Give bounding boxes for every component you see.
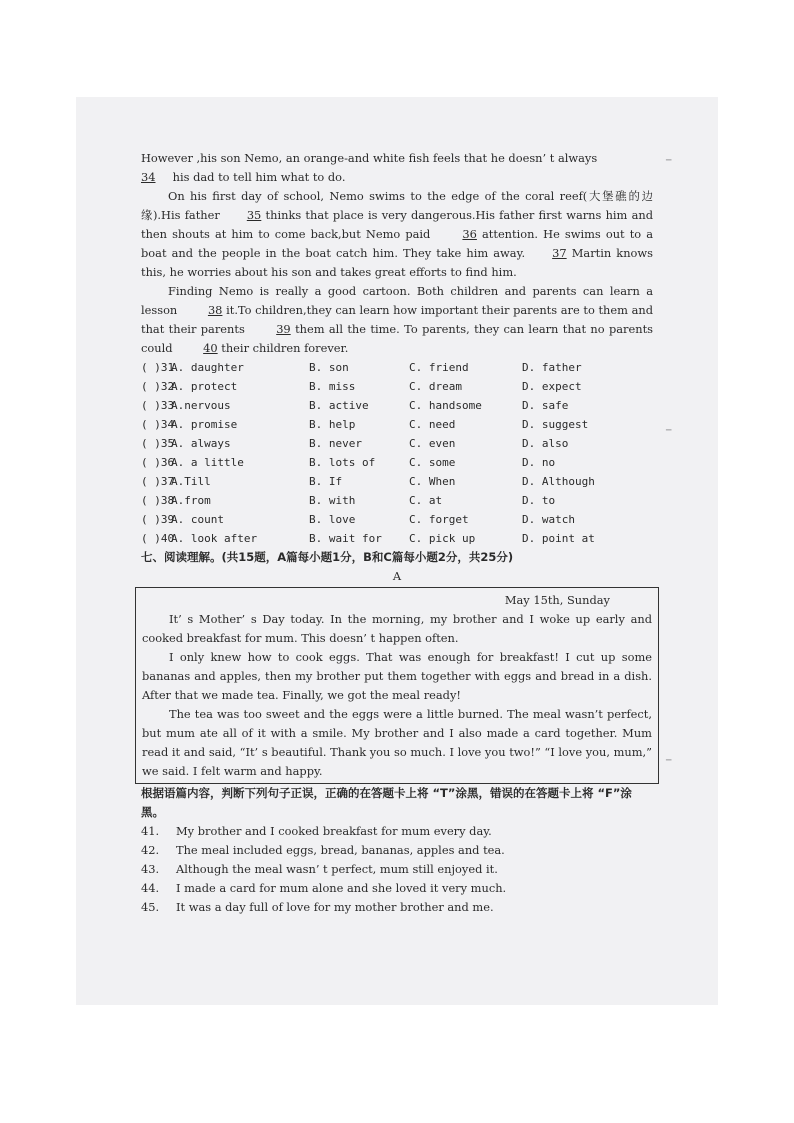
option-d: D. suggest	[522, 418, 589, 431]
exam-content	[141, 149, 653, 917]
passage-label: A	[392, 569, 402, 583]
option-b: B. never	[309, 437, 362, 450]
text: them all the time. To parents, they can learn that no parents could	[141, 322, 654, 355]
passage-paragraph-3: The tea was too sweet and the eggs were a little burned. The meal wasn’t perfect, but mum ate all of it with a smile. My brother and I also made a card together. Mum read it and said, “It’ s beautiful. Thank you so much. I love you two!” “I love you, mum,” we said. I felt warm and happy.	[142, 707, 652, 778]
q-num: ( )37	[141, 475, 175, 488]
option-d: D. point at	[522, 532, 595, 545]
option-c: C. friend	[409, 361, 469, 374]
statement-number: 45.	[141, 900, 160, 914]
blank-39: 39	[276, 322, 291, 336]
option-b: B. with	[309, 494, 356, 507]
text: Finding Nemo is really a good cartoon. Both children and parents can learn a lesson	[141, 284, 653, 317]
option-d: D. Although	[522, 475, 595, 488]
q-num: ( )38	[141, 494, 175, 507]
question-row	[141, 510, 653, 529]
text: their children forever.	[221, 341, 349, 355]
option-d: D. watch	[522, 513, 575, 526]
diary-date: May 15th, Sunday	[504, 593, 610, 607]
q-num: ( )40	[141, 532, 175, 545]
statement-text: The meal included eggs, bread, bananas, apples and tea.	[176, 843, 505, 857]
cloze-paragraph-1	[141, 149, 653, 187]
q-num: ( )32	[141, 380, 175, 393]
question-row	[141, 453, 653, 472]
blank-34: 34	[141, 170, 156, 184]
option-d: D. also	[522, 437, 569, 450]
question-row	[141, 358, 653, 377]
text: However ,his son Nemo, an orange-and white fish feels that he doesn’ t always	[141, 151, 598, 165]
text: his dad to tell him what to do.	[172, 170, 346, 184]
option-d: D. to	[522, 494, 556, 507]
q-num: ( )33	[141, 399, 175, 412]
statement-row	[141, 822, 653, 841]
option-a: A. promise	[171, 418, 238, 431]
blank-37: 37	[552, 246, 567, 260]
option-c: C. at	[409, 494, 443, 507]
passage-paragraph-2: I only knew how to cook eggs. That was enough for breakfast! I cut up some bananas and apples, then my brother put them together with eggs and bread in a dish. After that we made tea. Finally, we got the meal ready!	[142, 650, 652, 702]
option-c: C. pick up	[409, 532, 476, 545]
section-7-title: 七、阅读理解。(共15题，A篇每小题1分，B和C篇每小题2分，共25分)	[141, 550, 514, 564]
option-c: C. need	[409, 418, 456, 431]
option-d: D. no	[522, 456, 556, 469]
question-row	[141, 472, 653, 491]
statement-text: Although the meal wasn’ t perfect, mum still enjoyed it.	[176, 862, 498, 876]
option-b: B. love	[309, 513, 356, 526]
statement-number: 43.	[141, 862, 160, 876]
blank-36: 36	[462, 227, 477, 241]
option-c: C. even	[409, 437, 456, 450]
option-a: A. look after	[171, 532, 258, 545]
question-row	[141, 529, 653, 548]
option-d: D. expect	[522, 380, 582, 393]
option-b: B. If	[309, 475, 343, 488]
passage-a-box	[135, 587, 659, 784]
option-c: C. dream	[409, 380, 462, 393]
text: thinks that place is very dangerous.His father first warns him and then shouts at him to come back,but Nemo paid	[141, 208, 654, 241]
option-a: A. count	[171, 513, 224, 526]
option-b: B. active	[309, 399, 369, 412]
option-b: B. lots of	[309, 456, 376, 469]
option-c: C. When	[409, 475, 456, 488]
blank-38: 38	[207, 303, 223, 317]
text: Martin knows this, he worries about his son and takes great efforts to find him.	[141, 246, 653, 279]
option-a: A. a little	[171, 456, 244, 469]
blank-40: 40	[203, 341, 218, 355]
option-b: B. son	[309, 361, 349, 374]
option-d: D. safe	[522, 399, 569, 412]
option-a: A. daughter	[171, 361, 244, 374]
q-num: ( )34	[141, 418, 175, 431]
statement-number: 44.	[141, 881, 160, 895]
option-a: A.from	[171, 494, 211, 507]
blank-35: 35	[246, 208, 262, 222]
question-list	[141, 358, 653, 548]
statement-text: It was a day full of love for my mother brother and me.	[176, 900, 494, 914]
question-row	[141, 396, 653, 415]
option-c: C. some	[409, 456, 456, 469]
tf-instruction: 根据语篇内容，判断下列句子正误，正确的在答题卡上将 “T”涂黑，错误的在答题卡上将 “F”涂黑。	[141, 786, 632, 819]
option-a: A. protect	[171, 380, 238, 393]
statement-row	[141, 841, 653, 860]
option-c: C. forget	[409, 513, 469, 526]
cloze-paragraph-2	[141, 187, 653, 282]
exam-page: ━ ━ ━ However ,his son Nemo, an orange-and white fish feels that he doesn’ t always 34 his dad to tell him what to do. On his first day of school, Nemo swims to the edge of the coral reef(大堡礁的边缘).His father 35 thinks that place is very dangerous.His father first warns him and then shouts at him to come back,but Nemo paid 36 attention. He swims out to a boat and the people in the boat catch him. They take him away. 37 Martin knows this, he worries about his son and takes great efforts to find him. Finding Nemo is really a good cartoon. Both children and parents can learn a lesson 38 it.To children,they can learn how important their parents are to them and that their parents 39 them all the time. To parents, they can learn that no parents could 40 their children forever. ( )31 A. daughter B. son C. friend D. father ( )32 A. protect B. miss C. dream D. expect ( )33 A.nervous B. active C. handsome D. safe ( )34 A. promise B. help C. need D. suggest ( )35 A. always B. never C. even D. also ( )36 A. a little B. lots of C. some D. no ( )37 A.Till B. If C. When D. Although ( )38 A.from B. with C. at D. to ( )39 A. count B. love C. forget D. watch ( )40 A. look after B. wait for C. pick up D. point at 七、阅读理解。(共15题，A篇每小题1分，B和C篇每小题2分，共25分) A May 15th, Sunday It’ s Mother’ s Day today. In the morning, my brother and I woke up early and cooked breakfast for mum. This doesn’ t happen often. I only knew how to cook eggs. That was enough for breakfast! I cut up some bananas and apples, then my brother put them together with eggs and bread in a dish. After that we made tea. Finally, we got the meal ready! The tea was too sweet and the eggs were a little burned. The meal wasn’t perfect, but mum ate all of it with a smile. My brother and I also made a card together. Mum read it and said, “It’ s beautiful. Thank you so much. I love you two!” “I love you, mum,” we said. I felt warm and happy. 根据语篇内容，判断下列句子正误，正确的在答题卡上将 “T”涂黑，错误的在答题卡上将 “F”涂黑。 41. My brother and I cooked breakfast for mum every day. 42. The meal included eggs, bread, bananas, apples and tea. 43. Although the meal wasn’ t perfect, mum still enjoyed it. 44. I made a card for mum alone and she loved it very much. 45. It was a day full of love for my mother brother and me.	[76, 97, 718, 1005]
question-row	[141, 434, 653, 453]
option-b: B. wait for	[309, 532, 382, 545]
statement-text: My brother and I cooked breakfast for mum every day.	[176, 824, 492, 838]
option-b: B. help	[309, 418, 356, 431]
text: On his first day of school, Nemo swims to the edge of the coral reef(大堡礁的边缘).His father	[141, 189, 653, 222]
statement-number: 41.	[141, 824, 160, 838]
statement-row	[141, 860, 653, 879]
statement-text: I made a card for mum alone and she loved it very much.	[176, 881, 507, 895]
q-num: ( )36	[141, 456, 175, 469]
statement-number: 42.	[141, 843, 160, 857]
question-row	[141, 491, 653, 510]
option-a: A.nervous	[171, 399, 231, 412]
q-num: ( )35	[141, 437, 175, 450]
statement-row	[141, 898, 653, 917]
statement-row	[141, 879, 653, 898]
statement-list	[141, 822, 653, 917]
option-b: B. miss	[309, 380, 356, 393]
text: attention. He swims out to a boat and the people in the boat catch him. They take him away.	[141, 227, 653, 260]
text: it.To children,they can learn how important their parents are to them and that their parents	[141, 303, 653, 336]
option-a: A. always	[171, 437, 231, 450]
option-c: C. handsome	[409, 399, 482, 412]
q-num: ( )39	[141, 513, 175, 526]
option-d: D. father	[522, 361, 582, 374]
question-row	[141, 415, 653, 434]
passage-paragraph-1: It’ s Mother’ s Day today. In the morning, my brother and I woke up early and cooked breakfast for mum. This doesn’ t happen often.	[142, 612, 652, 645]
q-num: ( )31	[141, 361, 175, 374]
option-a: A.Till	[171, 475, 211, 488]
cloze-paragraph-3	[141, 282, 653, 358]
question-row	[141, 377, 653, 396]
